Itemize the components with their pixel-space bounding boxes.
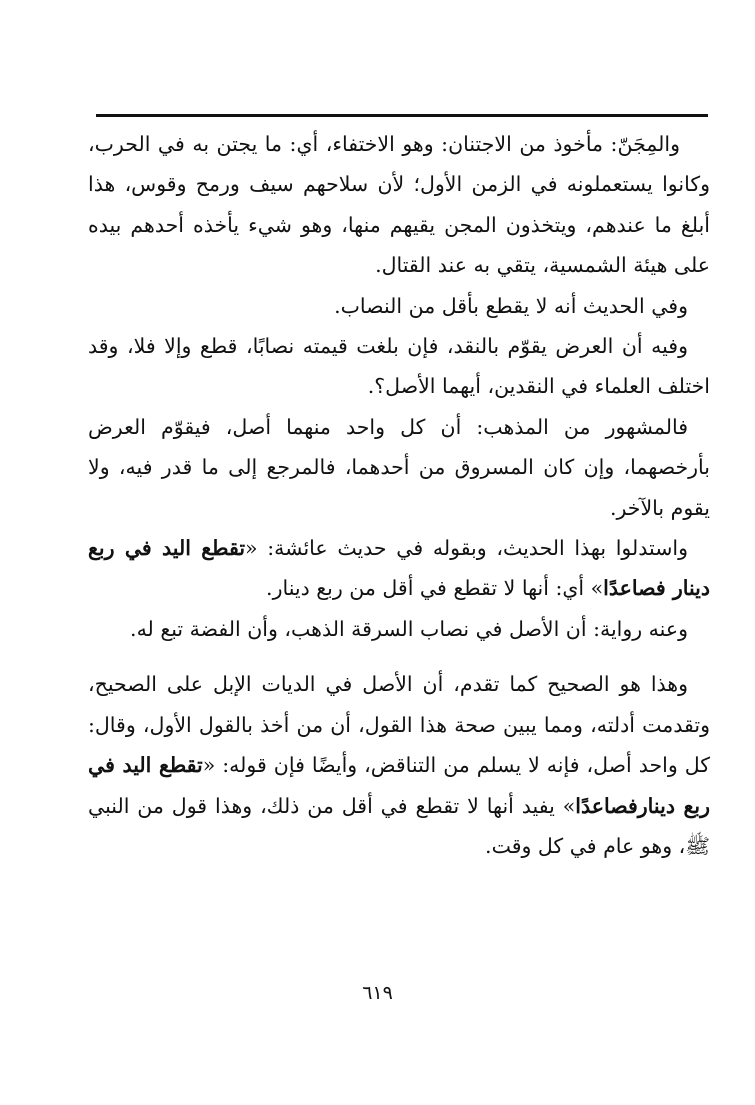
paragraph-text: » يفيد أنها لا تقطع في أقل من ذلك، وهذا قول من النبي ﷺ، وهو عام في كل وقت. xyxy=(88,793,710,858)
paragraph xyxy=(88,609,710,649)
paragraph-text: وهذا هو الصحيح كما تقدم، أن الأصل في الديات الإبل على الصحيح، وتقدمت أدلته، ومما يبين صحة هذا القول، أن من أخذ بالقول الأول، وقال: كل واحد أصل، فإنه لا يسلم من التناقض، وأيضًا فإن قوله: « xyxy=(88,672,710,778)
hadith-quote: تقطع اليد في ربع دينار فصاعدًا xyxy=(88,536,710,601)
paragraph-text: وفيه أن العرض يقوّم بالنقد، فإن بلغت قيمته نصابًا، قطع وإلا فلا، وقد اختلف العلماء في النقدين، أيهما الأصل؟. xyxy=(88,334,710,399)
paragraph xyxy=(88,326,710,407)
top-rule xyxy=(96,114,708,117)
paragraph xyxy=(88,286,710,326)
paragraph-text: » أي: أنها لا تقطع في أقل من ربع دينار. xyxy=(266,576,604,601)
paragraph xyxy=(88,528,710,609)
paragraph xyxy=(88,664,710,866)
paragraph-text: وعنه رواية: أن الأصل في نصاب السرقة الذهب، وأن الفضة تبع له. xyxy=(130,616,688,641)
paragraph-text: واستدلوا بهذا الحديث، وبقوله في حديث عائشة: « xyxy=(245,536,688,561)
paragraph-text: والمِجَنّ: مأخوذ من الاجتنان: وهو الاختفاء، أي: ما يجتن به في الحرب، وكانوا يستعملونه في الزمن الأول؛ لأن سلاحهم سيف ورمح وقوس، هذا أبلغ ما عندهم، ويتخذون المجن يقيهم منها، وهو شيء يأخذه أحدهم بيده على هيئة الشمسية، يتقي به عند القتال. xyxy=(88,132,710,278)
body-text xyxy=(88,124,710,866)
page-number: ٦١٩ xyxy=(362,982,393,1004)
hadith-quote: تقطع اليد في ربع دينارفصاعدًا xyxy=(88,753,710,818)
paragraph-text: وفي الحديث أنه لا يقطع بأقل من النصاب. xyxy=(334,293,688,318)
paragraph xyxy=(88,407,710,528)
paragraph xyxy=(88,124,710,286)
paragraph-text: فالمشهور من المذهب: أن كل واحد منهما أصل، فيقوّم العرض بأرخصهما، وإن كان المسروق من أحدهما، فالمرجع إلى ما قدر فيه، ولا يقوم بالآخر. xyxy=(88,414,710,520)
